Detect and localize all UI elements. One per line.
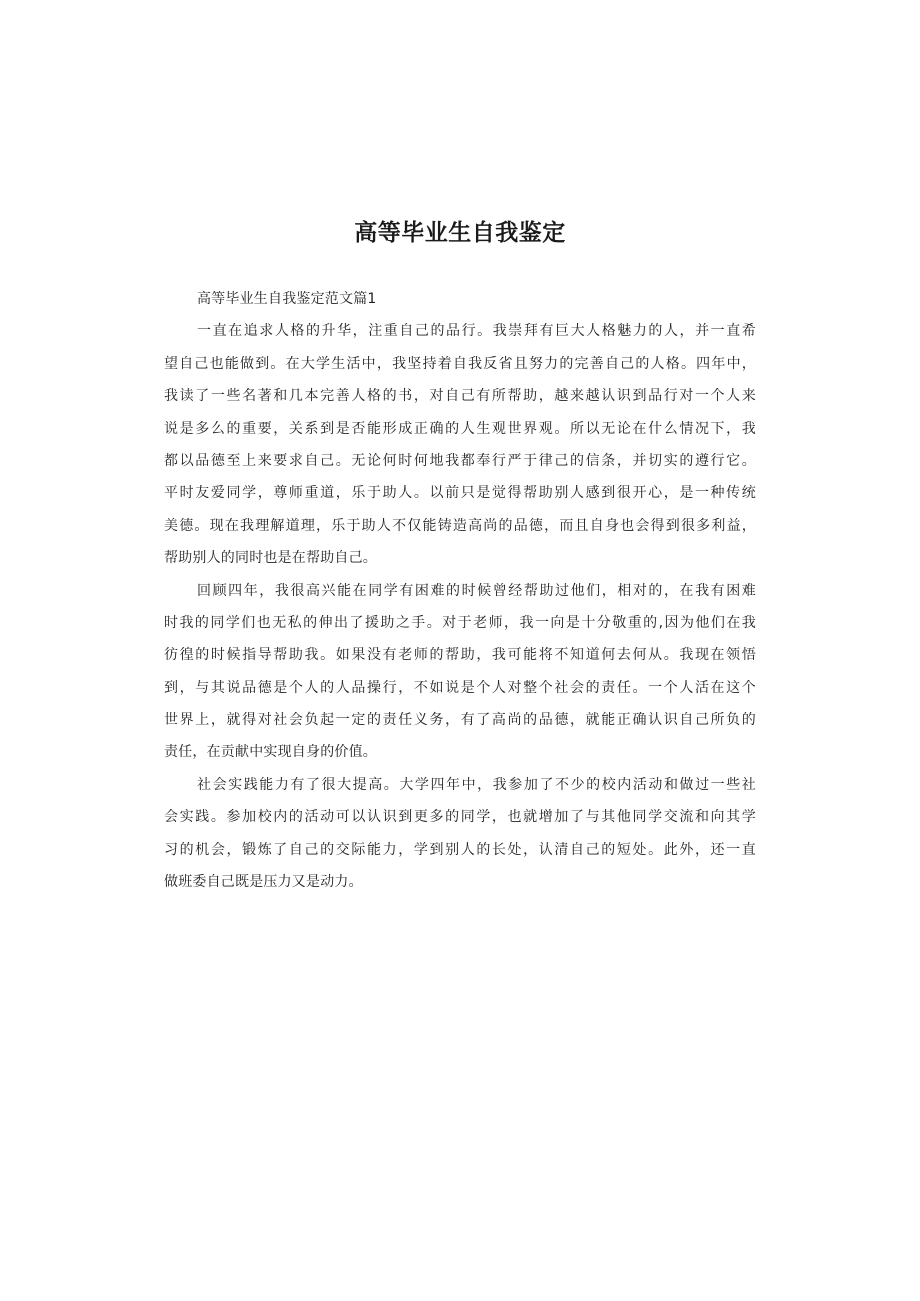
paragraph-line: 美德。现在我理解道理，乐于助人不仅能铸造高尚的品德，而且自身也会得到很多利益， <box>164 517 756 534</box>
paragraph-line: 平时友爱同学，尊师重道，乐于助人。以前只是觉得帮助别人感到很开心，是一种传统 <box>164 485 756 502</box>
paragraph-line: 时我的同学们也无私的伸出了援助之手。对于老师，我一向是十分敬重的,因为他们在我 <box>164 614 756 631</box>
paragraph-line: 一直在追求人格的升华，注重自己的品行。我崇拜有巨大人格魅力的人，并一直希 <box>197 323 756 340</box>
paragraph-line: 望自己也能做到。在大学生活中，我坚持着自我反省且努力的完善自己的人格。四年中， <box>164 355 756 372</box>
paragraph-line: 说是多么的重要，关系到是否能形成正确的人生观世界观。所以无论在什么情况下，我 <box>164 420 756 437</box>
paragraph-line: 都以品德至上来要求自己。无论何时何地我都奉行严于律己的信条，并切实的遵行它。 <box>164 452 756 469</box>
section-heading: 高等毕业生自我鉴定范文篇1 <box>197 291 377 307</box>
paragraph-line: 彷徨的时候指导帮助我。如果没有老师的帮助，我可能将不知道何去何从。我现在领悟 <box>164 647 756 664</box>
paragraph-line: 帮助别人的同时也是在帮助自己。 <box>164 550 377 567</box>
paragraph-line: 习的机会，锻炼了自己的交际能力，学到别人的长处，认清自己的短处。此外，还一直 <box>164 841 756 858</box>
paragraph-line: 做班委自己既是压力又是动力。 <box>164 874 363 891</box>
document-body <box>164 283 756 898</box>
paragraph-line: 会实践。参加校内的活动可以认识到更多的同学，也就增加了与其他同学交流和向其学 <box>164 809 756 826</box>
paragraph-line: 我读了一些名著和几本完善人格的书，对自己有所帮助，越来越认识到品行对一个人来 <box>164 388 756 405</box>
paragraph-line: 社会实践能力有了很大提高。大学四年中，我参加了不少的校内活动和做过一些社 <box>197 776 756 793</box>
paragraph-line: 回顾四年，我很高兴能在同学有困难的时候曾经帮助过他们，相对的，在我有困难 <box>197 582 756 599</box>
paragraph-line: 到，与其说品德是个人的人品操行，不如说是个人对整个社会的责任。一个人活在这个 <box>164 679 756 696</box>
paragraph-line: 世界上，就得对社会负起一定的责任义务，有了高尚的品德，就能正确认识自己所负的 <box>164 712 756 729</box>
document-title: 高等毕业生自我鉴定 <box>354 220 566 246</box>
paragraph-line: 责任，在贡献中实现自身的价值。 <box>164 744 377 761</box>
